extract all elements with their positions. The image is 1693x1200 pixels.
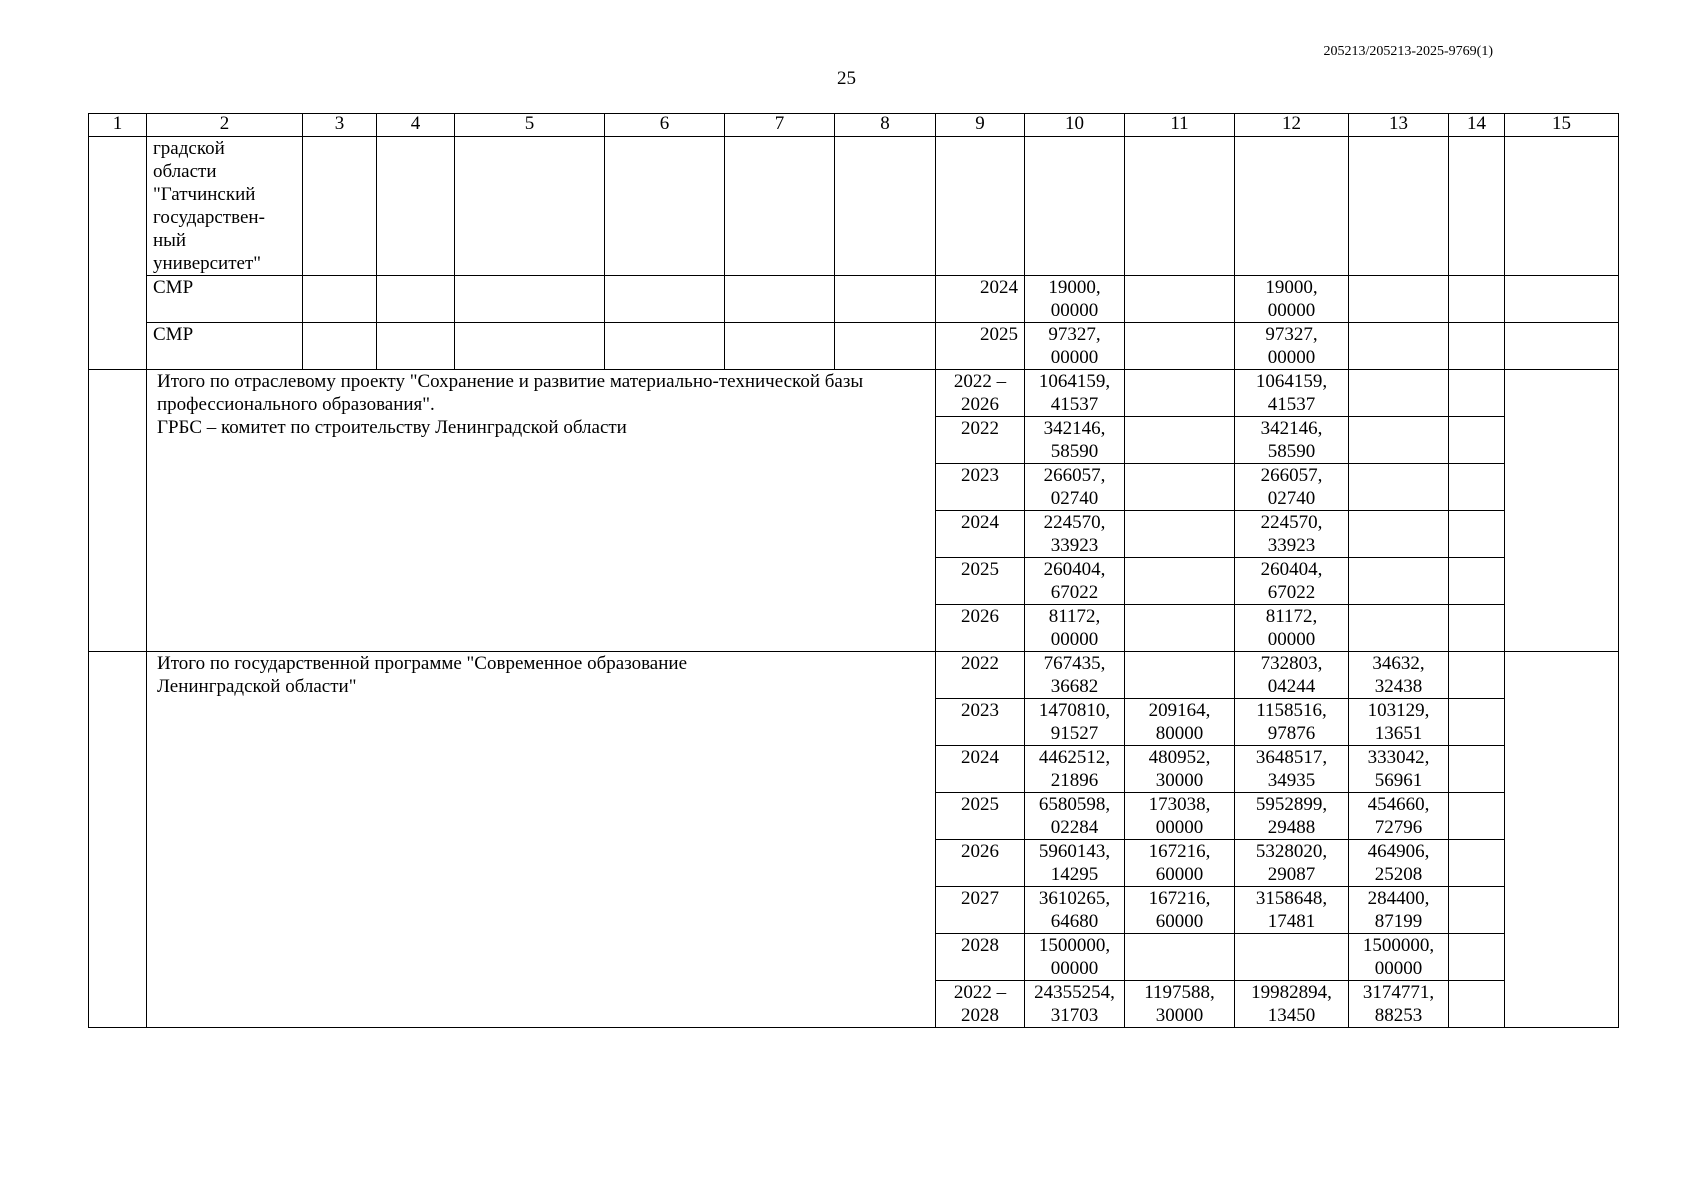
table-cell: [1349, 137, 1449, 276]
amount-cell: 1470810, 91527: [1025, 699, 1125, 746]
amount-cell: [1125, 605, 1235, 652]
column-header: 11: [1125, 114, 1235, 137]
year-cell: 2022 – 2026: [936, 370, 1025, 417]
table-cell: [1449, 370, 1505, 417]
table-cell: [1449, 793, 1505, 840]
year-cell: 2026: [936, 840, 1025, 887]
amount-cell: 454660, 72796: [1349, 793, 1449, 840]
table-cell: [1125, 137, 1235, 276]
document-id: 205213/205213-2025-9769(1): [1323, 44, 1493, 59]
year-cell: 2024: [936, 276, 1025, 323]
column-header: 6: [605, 114, 725, 137]
table-cell: [835, 137, 936, 276]
row-number-cell: [89, 652, 147, 1028]
table-cell: [1449, 464, 1505, 511]
column-header: 13: [1349, 114, 1449, 137]
table-cell: [455, 137, 605, 276]
table-cell: [1449, 699, 1505, 746]
work-type-cell: СМР: [147, 276, 303, 323]
amount-cell: 266057, 02740: [1235, 464, 1349, 511]
table-row: [89, 652, 1619, 699]
table-cell: [303, 276, 377, 323]
amount-cell: 3648517, 34935: [1235, 746, 1349, 793]
amount-cell: 767435, 36682: [1025, 652, 1125, 699]
amount-cell: [1349, 511, 1449, 558]
amount-cell: 260404, 67022: [1235, 558, 1349, 605]
amount-cell: 5328020, 29087: [1235, 840, 1349, 887]
column-header: 2: [147, 114, 303, 137]
table-cell: [1449, 934, 1505, 981]
table-cell: [1449, 840, 1505, 887]
column-header: 3: [303, 114, 377, 137]
amount-cell: 464906, 25208: [1349, 840, 1449, 887]
table-cell: [835, 276, 936, 323]
summary-label: Итого по государственной программе "Современное образование Ленинградской области": [147, 652, 936, 1028]
amount-cell: 5952899, 29488: [1235, 793, 1349, 840]
amount-cell: 342146, 58590: [1025, 417, 1125, 464]
amount-cell: [1349, 323, 1449, 370]
row-number-cell: [89, 137, 147, 370]
table-cell: [1449, 652, 1505, 699]
table-cell: [1449, 558, 1505, 605]
amount-cell: 19000, 00000: [1025, 276, 1125, 323]
table-cell: [1449, 511, 1505, 558]
table-cell: [1235, 137, 1349, 276]
amount-cell: 3174771, 88253: [1349, 981, 1449, 1028]
column-header: 5: [455, 114, 605, 137]
amount-cell: 224570, 33923: [1025, 511, 1125, 558]
amount-cell: 284400, 87199: [1349, 887, 1449, 934]
amount-cell: 260404, 67022: [1025, 558, 1125, 605]
amount-cell: 81172, 00000: [1025, 605, 1125, 652]
amount-cell: 1500000, 00000: [1025, 934, 1125, 981]
table-cell: [377, 137, 455, 276]
summary-label: Итого по отраслевому проекту "Сохранение и развитие материально-технической базы профессионального образования". ГРБС – комитет по строительству Ленинградской области: [147, 370, 936, 652]
table-row: [89, 137, 1619, 276]
amount-cell: [1125, 276, 1235, 323]
year-cell: 2022: [936, 652, 1025, 699]
year-cell: 2025: [936, 323, 1025, 370]
amount-cell: [1125, 417, 1235, 464]
table-cell: [835, 323, 936, 370]
amount-cell: [1125, 323, 1235, 370]
year-cell: 2026: [936, 605, 1025, 652]
table-cell: [1505, 137, 1619, 276]
year-cell: 2024: [936, 511, 1025, 558]
column-header: 1: [89, 114, 147, 137]
amount-cell: [1349, 558, 1449, 605]
table-cell: [303, 323, 377, 370]
table-cell: [1025, 137, 1125, 276]
table-cell: [1449, 417, 1505, 464]
amount-cell: 342146, 58590: [1235, 417, 1349, 464]
amount-cell: 5960143, 14295: [1025, 840, 1125, 887]
table-row: [89, 370, 1619, 417]
table-cell: [1449, 887, 1505, 934]
amount-cell: 1064159, 41537: [1025, 370, 1125, 417]
amount-cell: 1064159, 41537: [1235, 370, 1349, 417]
amount-cell: 333042, 56961: [1349, 746, 1449, 793]
table-cell: [725, 276, 835, 323]
year-cell: 2022 – 2028: [936, 981, 1025, 1028]
column-header: 14: [1449, 114, 1505, 137]
amount-cell: [1349, 605, 1449, 652]
year-cell: 2025: [936, 793, 1025, 840]
amount-cell: 173038, 00000: [1125, 793, 1235, 840]
amount-cell: 3610265, 64680: [1025, 887, 1125, 934]
amount-cell: [1125, 558, 1235, 605]
table-cell: [1449, 137, 1505, 276]
table-cell: [455, 276, 605, 323]
amount-cell: 4462512, 21896: [1025, 746, 1125, 793]
year-cell: 2028: [936, 934, 1025, 981]
table-cell: [1449, 746, 1505, 793]
table-cell: [1449, 605, 1505, 652]
column-header: 4: [377, 114, 455, 137]
table-cell: [1505, 323, 1619, 370]
table-cell: [725, 137, 835, 276]
column-number-row: [89, 114, 1619, 137]
year-cell: 2027: [936, 887, 1025, 934]
amount-cell: [1125, 464, 1235, 511]
table-cell: [1505, 276, 1619, 323]
amount-cell: 97327, 00000: [1025, 323, 1125, 370]
table-cell: [377, 323, 455, 370]
year-cell: 2023: [936, 699, 1025, 746]
table-cell: [936, 137, 1025, 276]
table-cell: [605, 276, 725, 323]
table-row: [89, 323, 1619, 370]
table-cell: [377, 276, 455, 323]
amount-cell: [1125, 370, 1235, 417]
object-name-cell: градской области "Гатчинский государствен- ный университет": [147, 137, 303, 276]
amount-cell: 732803, 04244: [1235, 652, 1349, 699]
amount-cell: 1158516, 97876: [1235, 699, 1349, 746]
amount-cell: [1349, 464, 1449, 511]
amount-cell: 19982894, 13450: [1235, 981, 1349, 1028]
column-header: 8: [835, 114, 936, 137]
amount-cell: [1235, 934, 1349, 981]
amount-cell: 6580598, 02284: [1025, 793, 1125, 840]
row-number-cell: [89, 370, 147, 652]
table-cell: [1505, 652, 1619, 1028]
amount-cell: 209164, 80000: [1125, 699, 1235, 746]
table-cell: [725, 323, 835, 370]
column-header: 9: [936, 114, 1025, 137]
work-type-cell: СМР: [147, 323, 303, 370]
amount-cell: 1197588, 30000: [1125, 981, 1235, 1028]
amount-cell: 167216, 60000: [1125, 840, 1235, 887]
amount-cell: 167216, 60000: [1125, 887, 1235, 934]
amount-cell: 97327, 00000: [1235, 323, 1349, 370]
year-cell: 2024: [936, 746, 1025, 793]
budget-table: [88, 113, 1619, 1028]
amount-cell: 34632, 32438: [1349, 652, 1449, 699]
column-header: 10: [1025, 114, 1125, 137]
amount-cell: [1125, 511, 1235, 558]
table-cell: [1505, 370, 1619, 652]
table-cell: [1449, 981, 1505, 1028]
table-cell: [605, 323, 725, 370]
column-header: 15: [1505, 114, 1619, 137]
amount-cell: 81172, 00000: [1235, 605, 1349, 652]
amount-cell: 480952, 30000: [1125, 746, 1235, 793]
table-row: [89, 276, 1619, 323]
table-cell: [1449, 276, 1505, 323]
year-cell: 2022: [936, 417, 1025, 464]
year-cell: 2023: [936, 464, 1025, 511]
amount-cell: [1125, 652, 1235, 699]
table-cell: [605, 137, 725, 276]
amount-cell: 1500000, 00000: [1349, 934, 1449, 981]
page-number: 25: [837, 68, 856, 89]
amount-cell: [1349, 417, 1449, 464]
amount-cell: 19000, 00000: [1235, 276, 1349, 323]
amount-cell: 3158648, 17481: [1235, 887, 1349, 934]
column-header: 7: [725, 114, 835, 137]
table-cell: [1449, 323, 1505, 370]
amount-cell: 224570, 33923: [1235, 511, 1349, 558]
column-header: 12: [1235, 114, 1349, 137]
amount-cell: 266057, 02740: [1025, 464, 1125, 511]
table-cell: [455, 323, 605, 370]
table-cell: [303, 137, 377, 276]
amount-cell: [1349, 370, 1449, 417]
amount-cell: 103129, 13651: [1349, 699, 1449, 746]
year-cell: 2025: [936, 558, 1025, 605]
amount-cell: [1349, 276, 1449, 323]
amount-cell: [1125, 934, 1235, 981]
amount-cell: 24355254, 31703: [1025, 981, 1125, 1028]
